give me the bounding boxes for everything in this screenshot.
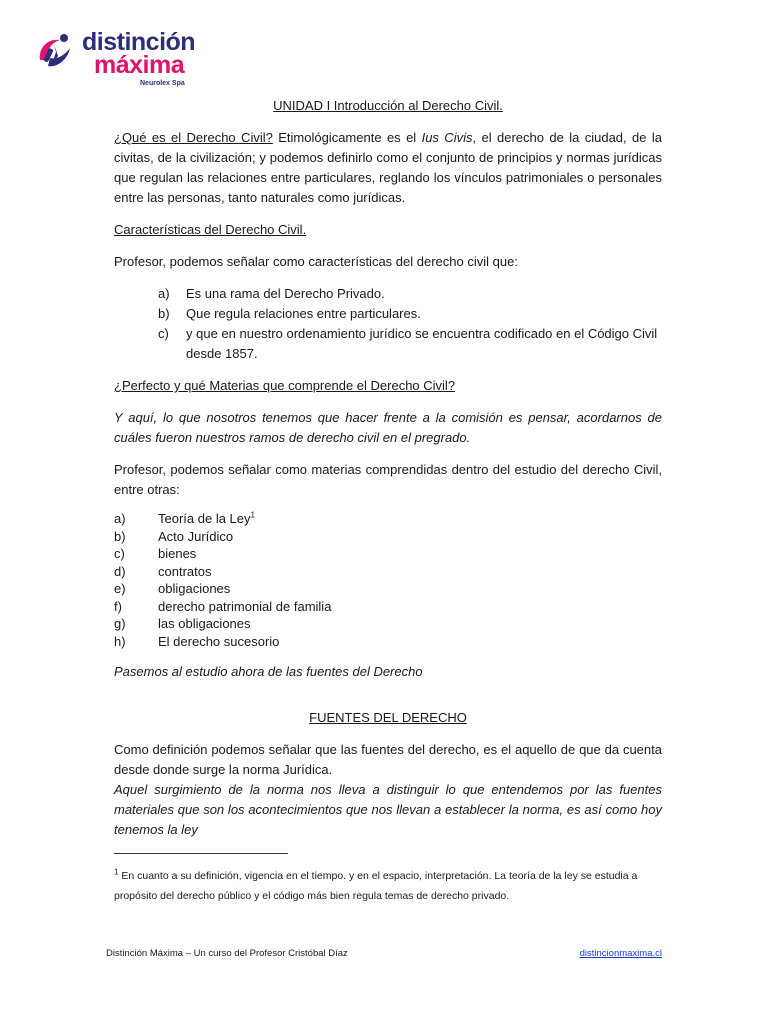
footnote-divider: [114, 853, 288, 854]
list-item: b) Que regula relaciones entre particulares.: [158, 306, 421, 321]
footer-website-link[interactable]: distincionmaxima.cl: [579, 948, 662, 959]
logo-mark-icon: [34, 30, 78, 74]
fuentes-definition: Como definición podemos señalar que las fuentes del derecho, es el aquello de que da cuenta desde donde surge la norma Jurídica.: [114, 742, 662, 777]
footnote-number: 1: [114, 867, 119, 877]
paragraph-what-is: [114, 128, 662, 208]
unit-title: UNIDAD I Introducción al Derecho Civil.: [273, 98, 503, 113]
page-footer: [106, 948, 662, 959]
list-item: g) las obligaciones: [114, 616, 251, 631]
materias-list: [114, 510, 662, 650]
footnote-text: En cuanto a su definición, vigencia en el tiempo. y en el espacio, interpretación. La teoría de la ley se estudia a propósito del derecho público y el código más bien regula temas de derecho privado.: [114, 870, 638, 902]
characteristics-intro: Profesor, podemos señalar como características del derecho civil que:: [114, 254, 518, 269]
list-item: h) El derecho sucesorio: [114, 633, 280, 649]
materias-answer: Y aquí, lo que nosotros tenemos que hacer frente a la comisión es pensar, acordarnos de cuáles fueron nuestros ramos de derecho civil en el pregrado.: [114, 410, 662, 445]
document-body: [114, 96, 662, 852]
ius-civis-term: Ius Civis: [421, 130, 473, 145]
fuentes-title: FUENTES DEL DERECHO: [309, 710, 467, 725]
paragraph-text-a: Etimológicamente es el: [272, 130, 422, 145]
logo-text-line1: distinción: [82, 28, 196, 56]
question-what-is: ¿Qué es el Derecho Civil?: [114, 130, 273, 145]
footnote: [114, 866, 662, 906]
logo-text-line2: máxima: [94, 51, 185, 79]
paragraph-text-b: , el derecho de la ciudad, de la civitas, de la civilización; y podemos definirlo como el conjunto de principios y normas jurídicas que regulan las relaciones entre particulares, reglando los vínculos patrimoniales o personales entre las personas, tanto naturales como jurídicas.: [114, 130, 662, 205]
logo-subtitle: Neurolex Spa: [140, 80, 185, 87]
list-item: a) Es una rama del Derecho Privado.: [158, 286, 385, 301]
fuentes-explanation: Aquel surgimiento de la norma nos lleva a distinguir lo que entendemos por las fuentes materiales que son los acontecimientos que nos llevan a establecer la norma, es así como hoy tenemos la ley: [114, 782, 662, 837]
brand-logo: [34, 22, 196, 87]
question-materias: ¿Perfecto y qué Materias que comprende el Derecho Civil?: [114, 378, 456, 393]
heading-characteristics: Características del Derecho Civil.: [114, 222, 307, 237]
characteristics-list: [114, 284, 662, 364]
list-item: b) Acto Jurídico: [114, 528, 234, 544]
footnote-ref[interactable]: 1: [250, 510, 255, 520]
list-item: d) contratos: [114, 563, 212, 579]
materias-intro: Profesor, podemos señalar como materias comprendidas dentro del estudio del derecho Civil, entre otras:: [114, 462, 662, 497]
footer-credit: Distinción Máxima – Un curso del Profesor Cristóbal Díaz: [106, 948, 348, 959]
list-item: f) derecho patrimonial de familia: [114, 598, 332, 614]
list-item: c) bienes: [114, 546, 197, 561]
list-item: a) Teoría de la Ley$^1$: [114, 510, 255, 526]
list-item: e) obligaciones: [114, 581, 231, 596]
fuentes-intro: Pasemos al estudio ahora de las fuentes del Derecho: [114, 664, 423, 679]
list-item: c) y que en nuestro ordenamiento jurídico se encuentra codificado en el Código Civil desde 1857.: [158, 326, 658, 361]
